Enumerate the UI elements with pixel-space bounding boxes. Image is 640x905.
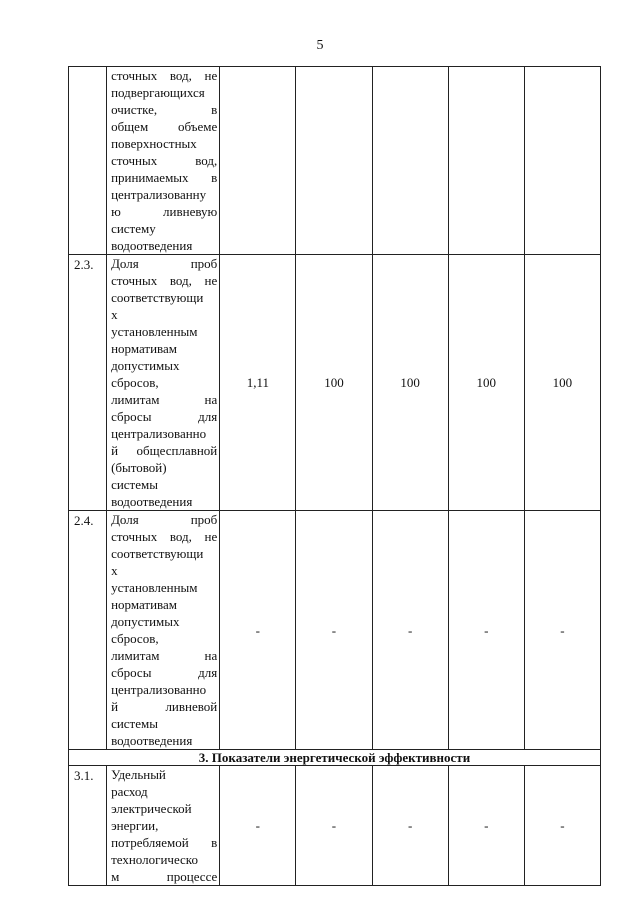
indicator-name-line: сбросов, [111, 631, 159, 646]
indicator-name-line: сточных вод, не [111, 68, 218, 83]
indicator-name-line: системы [111, 477, 158, 492]
table-row [69, 766, 601, 886]
value-cell: - [296, 766, 372, 886]
indicator-name-line: сточных вод, не [111, 273, 218, 288]
indicator-name-line: Удельный [111, 767, 166, 782]
indicator-name-cell [107, 766, 220, 886]
indicator-name-line: водоотведения [111, 238, 193, 253]
indicator-name-line: энергии, [111, 818, 159, 833]
indicator-name-line: нормативам [111, 597, 177, 612]
indicator-name-line: общем объеме [111, 119, 218, 134]
indicator-name-line: й ливневой [111, 699, 218, 714]
indicator-name-line: й общесплавной [111, 443, 218, 458]
indicator-name-line: ю ливневую [111, 204, 218, 219]
value-cell: - [220, 766, 296, 886]
section-title: 3. Показатели энергетической эффективности [69, 750, 601, 766]
indicator-name-line: сточных вод, [111, 153, 218, 168]
indicator-name-line: х [111, 307, 118, 322]
value-cell: - [372, 511, 448, 750]
indicator-name-line: водоотведения [111, 494, 193, 509]
indicator-name-line: установленным [111, 580, 198, 595]
indicator-name-line: электрической [111, 801, 192, 816]
indicator-name-line: лимитам на [111, 392, 218, 407]
value-cell: 1,11 [220, 255, 296, 511]
indicator-name-line: Доля проб [111, 512, 218, 527]
value-cell: 100 [524, 255, 600, 511]
indicator-name-cell [107, 255, 220, 511]
value-cell [448, 67, 524, 255]
indicator-name-line: принимаемых в [111, 170, 218, 185]
indicator-name-cell [107, 67, 220, 255]
indicator-name-line: нормативам [111, 341, 177, 356]
indicator-name-line: подвергающихся [111, 85, 205, 100]
value-cell: - [524, 511, 600, 750]
indicator-name-line: водоотведения [111, 733, 193, 748]
indicator-name-line: очистке, в [111, 102, 218, 117]
indicator-name-line: установленным [111, 324, 198, 339]
indicator-name-line: х [111, 563, 118, 578]
indicator-name-line: сбросы для [111, 409, 218, 424]
row-number-cell: 2.4. [69, 511, 107, 750]
value-cell: 100 [372, 255, 448, 511]
indicator-name-line: централизованну [111, 187, 207, 202]
value-cell: 100 [296, 255, 372, 511]
indicator-name-line: (бытовой) [111, 460, 167, 475]
value-cell [220, 67, 296, 255]
table-row [69, 67, 601, 255]
indicators-table-body [69, 67, 601, 886]
indicator-name-line: централизованно [111, 426, 207, 441]
row-number-cell: 3.1. [69, 766, 107, 886]
page-number: 5 [316, 38, 324, 53]
indicator-name-line: допустимых [111, 358, 180, 373]
row-number-cell: 2.3. [69, 255, 107, 511]
indicators-table [68, 66, 601, 886]
value-cell [296, 67, 372, 255]
indicator-name-line: соответствующи [111, 546, 204, 561]
value-cell [524, 67, 600, 255]
indicator-name-line: м процессе [111, 869, 218, 884]
indicator-name-cell [107, 511, 220, 750]
indicator-name-line: лимитам на [111, 648, 218, 663]
section-header-row [69, 750, 601, 766]
value-cell: - [448, 511, 524, 750]
row-number-cell [69, 67, 107, 255]
indicator-name-line: системы [111, 716, 158, 731]
indicator-name-line: сбросы для [111, 665, 218, 680]
value-cell: - [448, 766, 524, 886]
value-cell [372, 67, 448, 255]
value-cell: - [524, 766, 600, 886]
indicator-name-line: сточных вод, не [111, 529, 218, 544]
value-cell: 100 [448, 255, 524, 511]
table-row [69, 255, 601, 511]
indicator-name-line: расход [111, 784, 148, 799]
table-row [69, 511, 601, 750]
value-cell: - [372, 766, 448, 886]
indicator-name-line: потребляемой в [111, 835, 218, 850]
indicator-name-line: поверхностных [111, 136, 197, 151]
indicator-name-line: сбросов, [111, 375, 159, 390]
indicator-name-line: соответствующи [111, 290, 204, 305]
indicator-name-line: Доля проб [111, 256, 218, 271]
value-cell: - [296, 511, 372, 750]
indicator-name-line: систему [111, 221, 156, 236]
indicator-name-line: централизованно [111, 682, 207, 697]
indicator-name-line: технологическо [111, 852, 198, 867]
value-cell: - [220, 511, 296, 750]
indicator-name-line: допустимых [111, 614, 180, 629]
